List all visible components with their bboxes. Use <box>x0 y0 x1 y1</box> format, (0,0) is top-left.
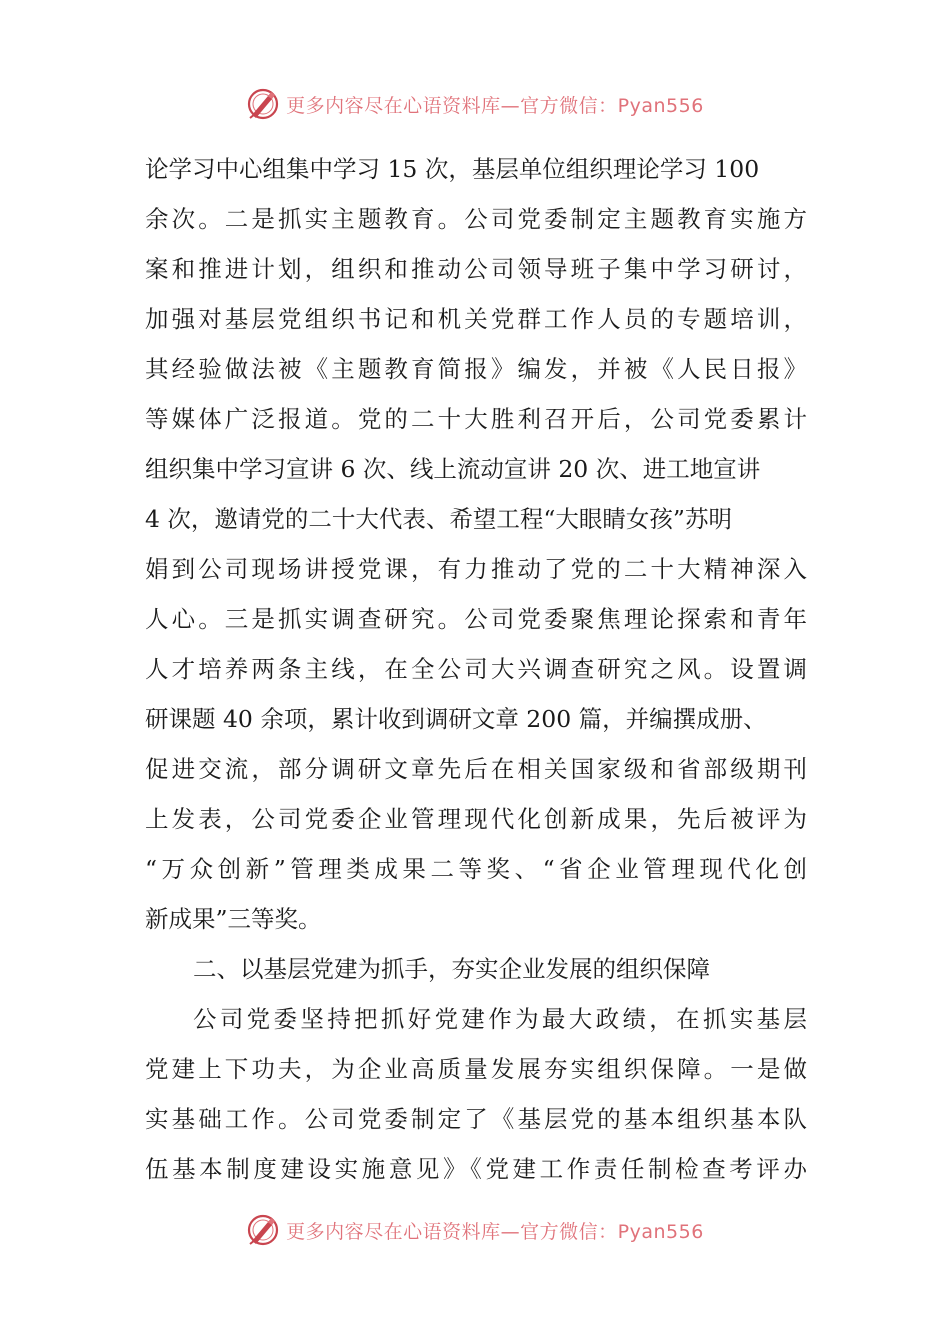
paragraph-line: 组织集中学习宣讲 6 次、线上流动宣讲 20 次、进工地宣讲 <box>145 455 761 483</box>
header-watermark-text: 更多内容尽在心语资料库—官方微信：Pyan556 <box>286 94 704 117</box>
pen-logo-icon <box>246 87 280 121</box>
paragraph-line: 余次。二是抓实主题教育。公司党委制定主题教育实施方 <box>145 205 807 233</box>
paragraph-line: “万众创新”管理类成果二等奖、“省企业管理现代化创 <box>145 855 807 883</box>
paragraph-line: 论学习中心组集中学习 15 次，基层单位组织理论学习 100 <box>145 155 760 183</box>
section-heading: 二、以基层党建为抓手，夯实企业发展的组织保障 <box>193 955 710 983</box>
paragraph-line: 等媒体广泛报道。党的二十大胜利召开后，公司党委累计 <box>145 405 807 433</box>
paragraph-line: 人才培养两条主线，在全公司大兴调查研究之风。设置调 <box>145 655 807 683</box>
footer-watermark <box>0 1210 950 1250</box>
footer-watermark-text: 更多内容尽在心语资料库—官方微信：Pyan556 <box>286 1220 704 1243</box>
paragraph-line: 上发表，公司党委企业管理现代化创新成果，先后被评为 <box>145 805 807 833</box>
paragraph-line: 加强对基层党组织书记和机关党群工作人员的专题培训， <box>145 305 807 333</box>
paragraph-line: 其经验做法被《主题教育简报》编发，并被《人民日报》 <box>145 355 807 383</box>
pen-logo-icon <box>246 1213 280 1247</box>
paragraph-line: 伍基本制度建设实施意见》《党建工作责任制检查考评办 <box>145 1155 807 1183</box>
paragraph-line: 公司党委坚持把抓好党建作为最大政绩，在抓实基层 <box>193 1005 807 1033</box>
paragraph-line: 新成果”三等奖。 <box>145 905 322 933</box>
paragraph-line: 人心。三是抓实调查研究。公司党委聚焦理论探索和青年 <box>145 605 807 633</box>
paragraph-line: 党建上下功夫，为企业高质量发展夯实组织保障。一是做 <box>145 1055 807 1083</box>
paragraph-line: 实基础工作。公司党委制定了《基层党的基本组织基本队 <box>145 1105 807 1133</box>
paragraph-line: 娟到公司现场讲授党课，有力推动了党的二十大精神深入 <box>145 555 807 583</box>
paragraph-line: 4 次，邀请党的二十大代表、希望工程“大眼睛女孩”苏明 <box>145 505 732 533</box>
paragraph-line: 案和推进计划，组织和推动公司领导班子集中学习研讨， <box>145 255 807 283</box>
paragraph-line: 促进交流，部分调研文章先后在相关国家级和省部级期刊 <box>145 755 807 783</box>
header-watermark <box>0 84 950 124</box>
paragraph-line: 研课题 40 余项，累计收到调研文章 200 篇，并编撰成册、 <box>145 705 767 733</box>
document-body <box>145 144 807 1194</box>
